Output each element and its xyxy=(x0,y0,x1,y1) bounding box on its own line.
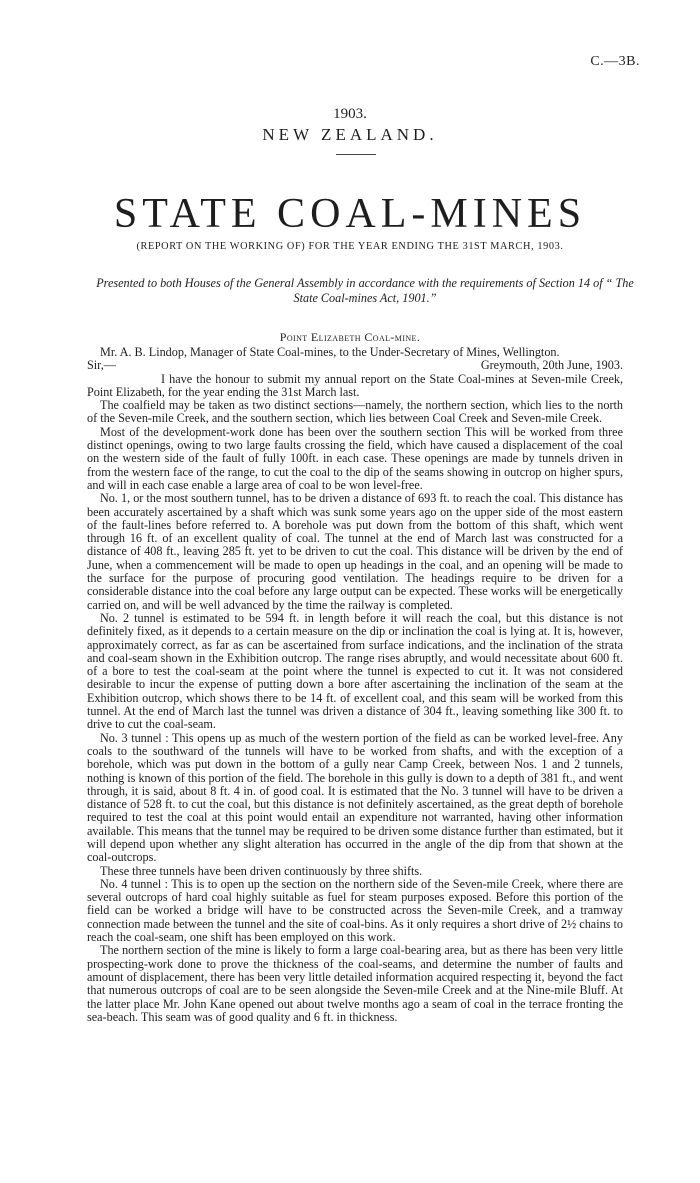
letter-salutation: Sir,— xyxy=(87,358,116,373)
paragraph: I have the honour to submit my annual report on the State Coal-mines at Seven-mile Creek, Point Elizabeth, for the year ending the 31st March last. xyxy=(87,371,623,399)
presented-note: Presented to both Houses of the General Assembly in accordance with the requirements of Section 14 of “ The State Coal-mines Act, 1901.” xyxy=(96,276,634,305)
paragraph: No. 4 tunnel : This is to open up the section on the northern side of the Seven-mile Creek, where there are several outcrops of hard coal highly suitable as fuel for steam purposes exposed. Before this portion of the field can be worked a bridge will have to be constructed across the Seven-mile Creek, and a tramway connection made between the tunnel and the site of coal-bins. As it only requires a short drive of 2½ chains to reach the coal-seam, one shift has been employed on this work. xyxy=(87,876,623,945)
salutation-line xyxy=(87,359,623,372)
paragraph: Most of the development-work done has been over the southern section This will be worked from three distinct openings, owing to two large faults crossing the field, which have caused a displacement of the coal on the western side of the fault of fully 100ft. in each case. These openings are made by tunnels driven in from the western face of the range, to cut the coal to the dip of the seams showing in outcrop on higher spurs, and will in each case enable a large area of coal to be won level-free. xyxy=(87,424,623,492)
section-heading: Point Elizabeth Coal-mine. xyxy=(279,330,421,344)
paragraph: No. 3 tunnel : This opens up as much of the western portion of the field as can be worked level-free. Any coals to the southward of the tunnels will have to be worked from shafts, and with the exception of a borehole, which was put down in the bottom of a gully near Camp Creek, between Nos. 1 and 2 tunnels, nothing is known of this portion of the field. The borehole in this gully is down to a depth of 381 ft., and went through, it is said, about 8 ft. 4 in. of good coal. It is estimated that the No. 3 tunnel will have to be driven a distance of 528 ft. to cut the coal, but this distance is not definitely ascertained, as the great depth of borehole required to test the coal at this point would entail an expenditure not warranted, having other information available. This means that the tunnel may be required to be driven some distance further than estimated, but it will depend upon whether any slight alteration has occurred in the angle of the dip from that shown at the coal-outcrops. xyxy=(87,730,623,865)
letter-addressee: Mr. A. B. Lindop, Manager of State Coal-mines, to the Under-Secretary of Mines, Wellington. xyxy=(100,345,560,359)
paragraph: The northern section of the mine is likely to form a large coal-bearing area, but as there has been very little prospecting-work done to prove the thickness of the coal-seams, and determine the number of faults and amount of displacement, there has been very little detailed information acquired respecting it, beyond the fact that numerous outcrops of coal are to be seen alongside the Seven-mile Creek and at the Nine-mile Bluff. At the latter place Mr. John Kane opened out about twelve months ago a seam of coal in the terrace fronting the sea-beach. This seam was of good quality and 6 ft. in thickness. xyxy=(87,943,623,1024)
document-year: 1903. xyxy=(333,106,367,122)
letter-body xyxy=(87,346,623,1024)
paragraph: These three tunnels have been driven continuously by three shifts. xyxy=(100,863,423,878)
paragraph: The coalfield may be taken as two distinct sections—namely, the northern section, which lies to the north of the Seven-mile Creek, and the southern section, which lies between Coal Creek and Seven-mile Creek. xyxy=(87,398,623,426)
paragraph: No. 1, or the most southern tunnel, has to be driven a distance of 693 ft. to reach the coal. This distance has been accurately ascertained by a shaft which was sunk some years ago on the upper side of the most eastern of the fault-lines before referred to. A borehole was put down from the bottom of this shaft, which went through 16 ft. of an excellent quality of coal. The tunnel at the end of March last was constructed for a distance of 408 ft., leaving 285 ft. yet to be driven to cut the coal. This distance will be driven by the end of June, when a commencement will be made to open up headings in the coal, and an opening will be made to the surface for the purpose of procuring good ventilation. The headings require to be driven for a considerable distance into the coal before any large output can be expected. These works will be energetically carried on, and will be well advanced by the time the railway is completed. xyxy=(87,491,623,612)
letter-place-date: Greymouth, 20th June, 1903. xyxy=(480,358,623,373)
paragraph: No. 2 tunnel is estimated to be 594 ft. in length before it will reach the coal, but this distance is not definitely fixed, as it depends to a certain measure on the dip or inclination the coal is lying at. It is, however, approximately correct, as far as can be ascertained from surface indications, and the inclination of the strata and coal-seam shown in the Exhibition outcrop. The range rises abruptly, and would necessitate about 600 ft. of a bore to test the coal-seam at the point where the tunnel is expected to cut it. It was not considered desirable to incur the expense of putting down a bore after ascertaining the inclination of the seam at the Exhibition outcrop, which shows there to be 14 ft. of excellent coal, and this seam will be worked from this tunnel. At the end of March last the tunnel was driven a distance of 304 ft., leaving something like 300 ft. to drive to cut the coal-seam. xyxy=(87,610,623,732)
divider-rule xyxy=(336,154,376,155)
document-subtitle: (REPORT ON THE WORKING OF) FOR THE YEAR ENDING THE 31ST MARCH, 1903. xyxy=(136,241,564,252)
document-title: STATE COAL-MINES xyxy=(113,191,587,237)
country-heading: NEW ZEALAND. xyxy=(262,125,438,144)
document-reference: C.—3B. xyxy=(590,54,640,69)
